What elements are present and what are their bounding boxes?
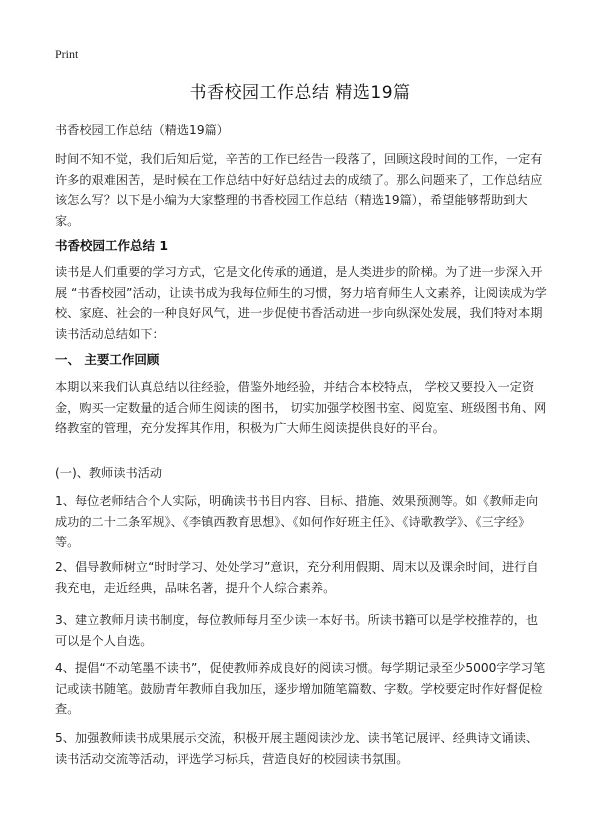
teacher-reading-subheading: (一)、教师读书活动 (55, 466, 163, 480)
list-item: 1、每位老师结合个人实际，明确读书书目内容、目标、措施、效果预测等。如《教师走向成功的二十二条军规》、《李镇西教育思想》、《如何作好班主任》、《诗歌教学》、《三字经》等。 (55, 494, 539, 550)
page-title: 书香校园工作总结 精选19篇 (189, 83, 411, 103)
section-heading: 书香校园工作总结 1 (55, 238, 169, 253)
list-item: 5、加强教师读书成果展示交流，积极开展主题阅读沙龙、读书笔记展评、经典诗文诵读、读书活动交流等活动，评选学习标兵，营造良好的校园读书氛围。 (55, 731, 539, 766)
list-item: 2、倡导教师树立“时时学习、处处学习”意识，充分利用假期、周末以及课余时间，进行自我充电，走近经典，品味名著，提升个人综合素养。 (55, 560, 539, 595)
list-item: 3、建立教师月读书制度，每位教师每月至少读一本好书。所读书籍可以是学校推荐的，也可以是个人自选。 (55, 613, 539, 648)
section-paragraph: 读书是人们重要的学习方式，它是文化传承的通道，是人类进步的阶梯。为了进一步深入开展 “书香校园”活动，让读书成为我每位师生的习惯，努力培育师生人文素养，让阅读成为学校、家庭、社会的一种良好风气，进一步促使书香活动进一步向纵深处发展，我们特对本期读书活动总结如下： (55, 265, 547, 341)
review-paragraph: 本期以来我们认真总结以往经验，借鉴外地经验，并结合本校特点， 学校又要投入一定资金，购买一定数量的适合师生阅读的图书， 切实加强学校图书室、阅览室、班级图书角、网络教室的管理，充分发挥其作用，积极为广大师生阅读提供良好的平台。 (55, 380, 547, 436)
list-item: 4、提倡“不动笔墨不读书”，促使教师养成良好的阅读习惯。每学期记录至少5000字学习笔记或读书随笔。鼓励青年教师自我加压，逐步增加随笔篇数、字数。学校要定时作好督促检查。 (55, 661, 546, 717)
document-subtitle: 书香校园工作总结（精选19篇） (55, 123, 229, 137)
print-label: Print (55, 47, 79, 61)
intro-paragraph: 时间不知不觉，我们后知后觉，辛苦的工作已经告一段落了，回顾这段时间的工作，一定有许多的艰难困苦，是时候在工作总结中好好总结过去的成绩了。那么问题来了，工作总结应该怎么写？以下是小编为大家整理的书香校园工作总结（精选19篇），希望能够帮助到大家。 (55, 152, 543, 228)
review-heading: 一、 主要工作回顾 (55, 352, 160, 367)
